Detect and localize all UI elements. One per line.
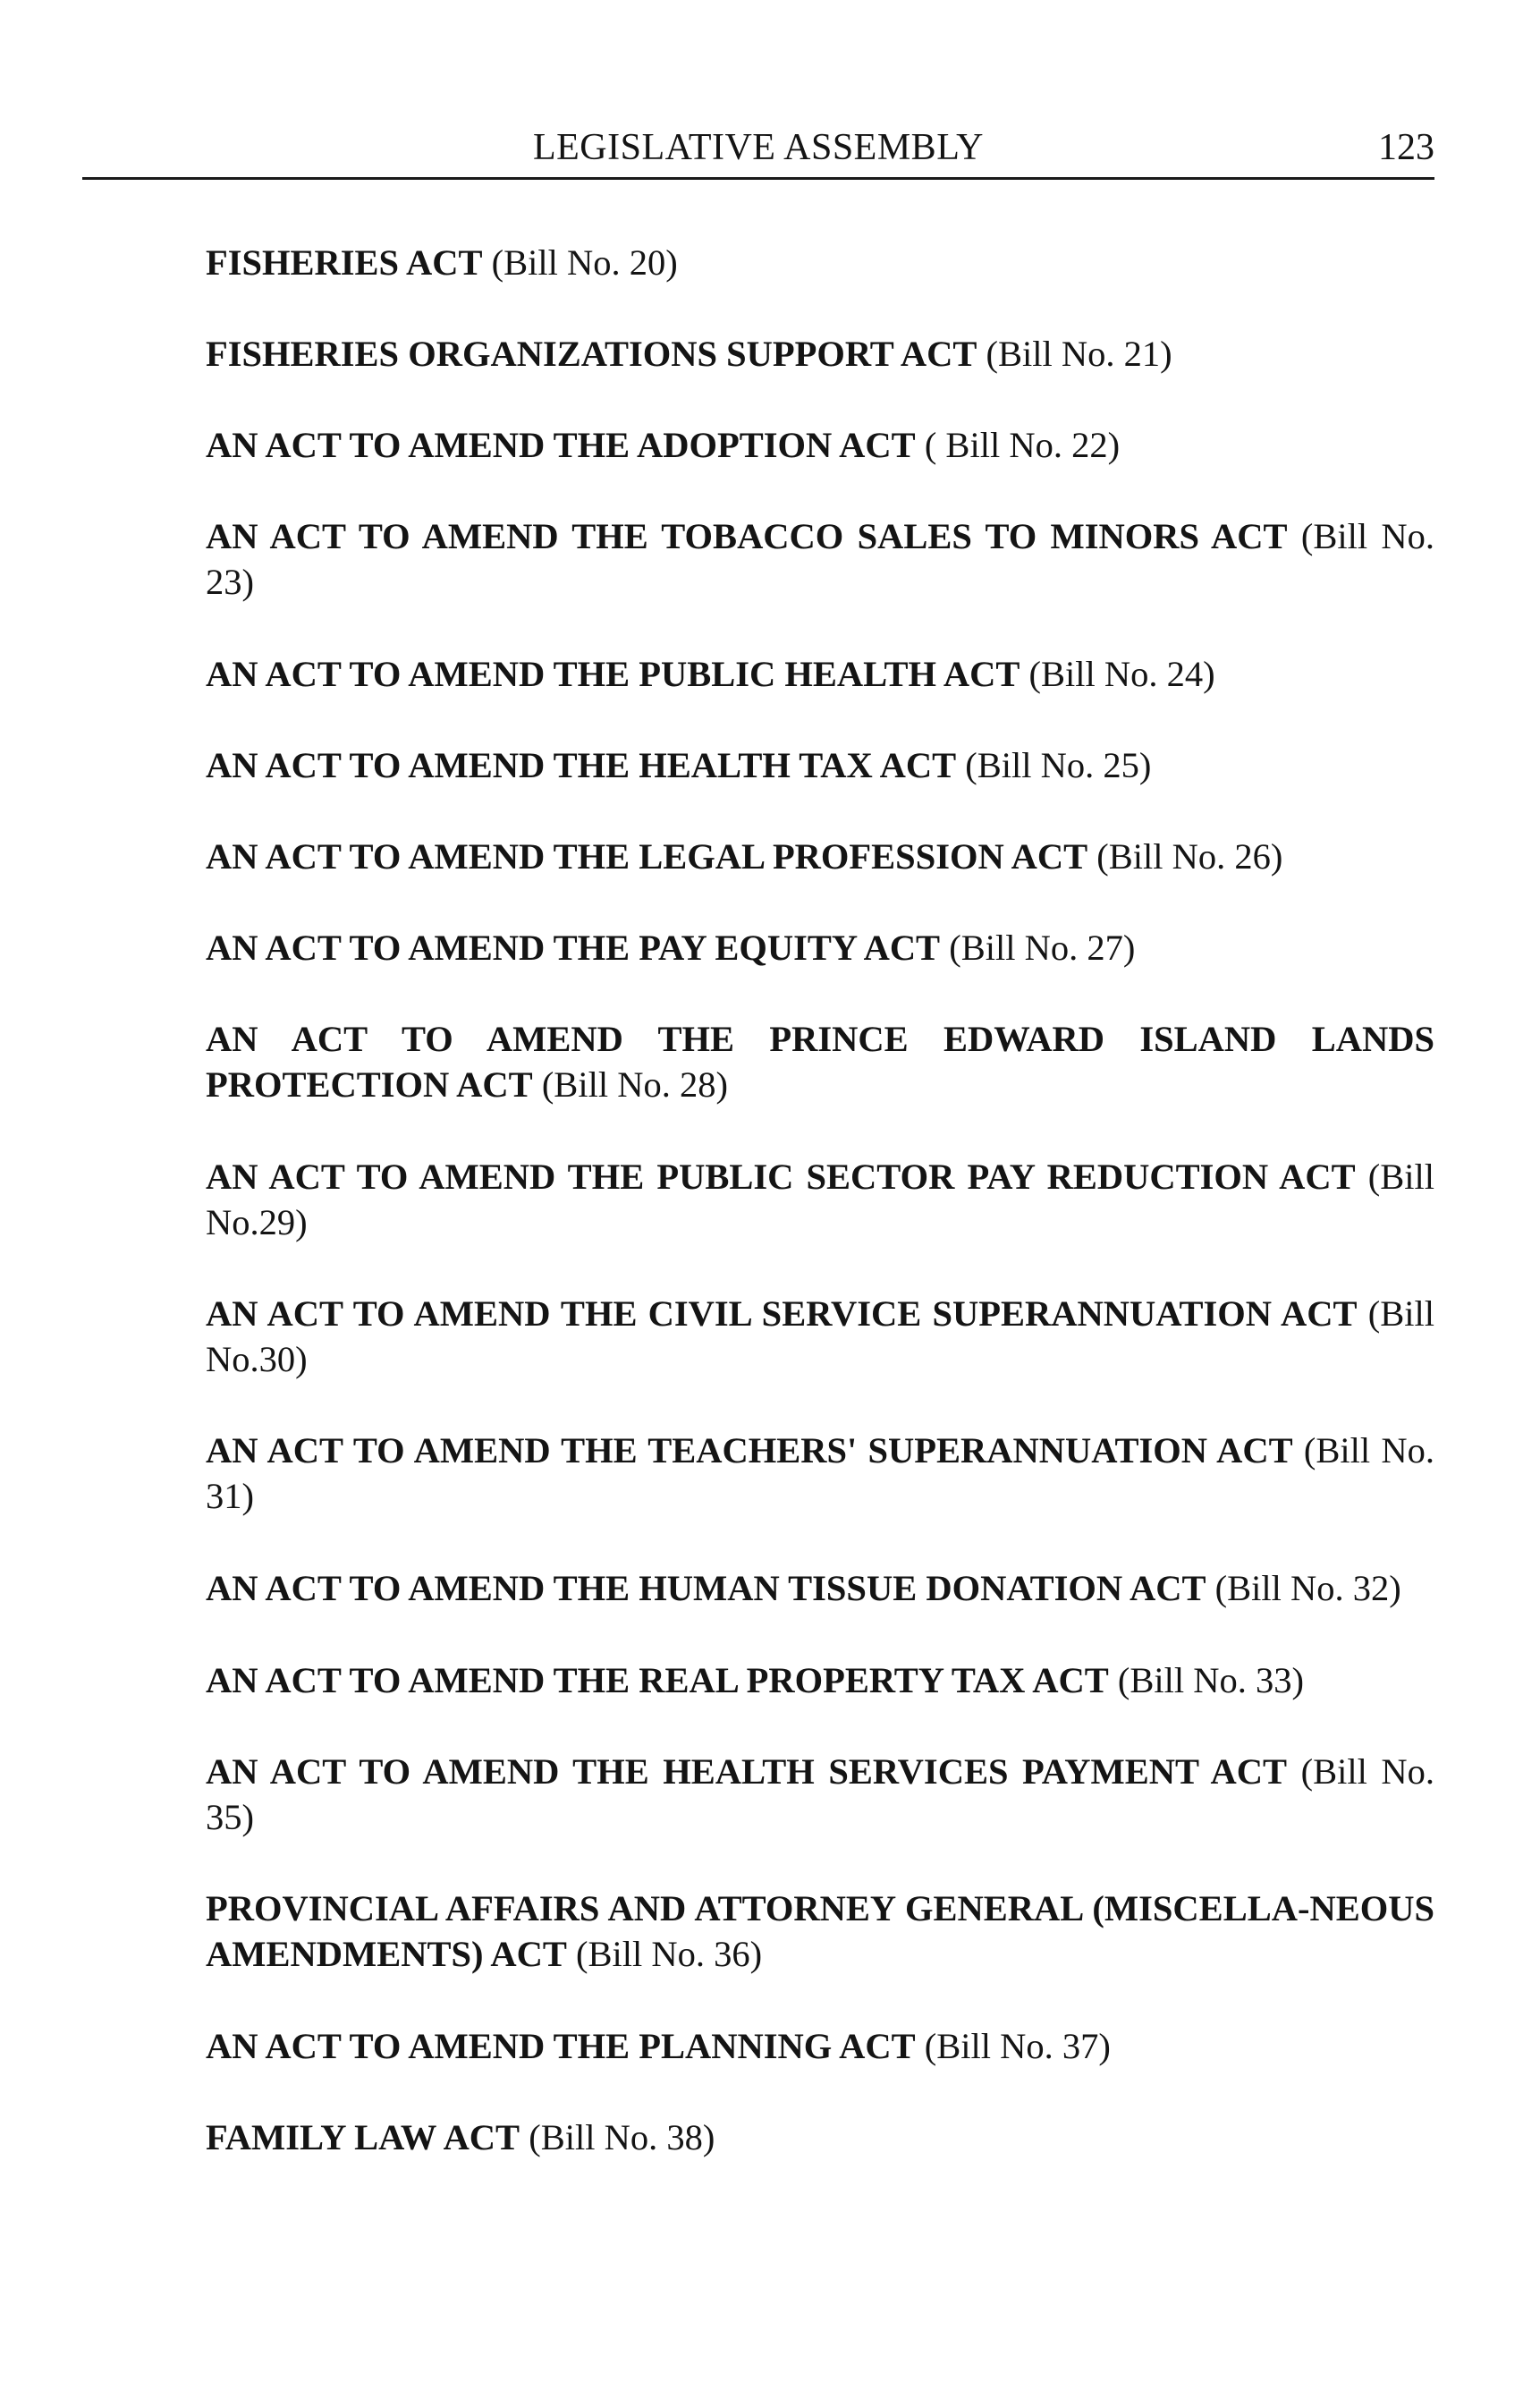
act-title: AN ACT TO AMEND THE HEALTH TAX ACT <box>206 745 957 785</box>
act-title: FISHERIES ORGANIZATIONS SUPPORT ACT <box>206 334 977 374</box>
act-title: AN ACT TO AMEND THE PLANNING ACT <box>206 2026 916 2066</box>
act-title: AN ACT TO AMEND THE HEALTH SERVICES PAYMENT ACT <box>206 1751 1288 1792</box>
bill-number: (Bill No.29) <box>206 1157 1434 1242</box>
page-header <box>82 123 1434 180</box>
bill-number: (Bill No. 38) <box>529 2117 715 2157</box>
bill-entry <box>206 422 1434 468</box>
bill-list <box>206 240 1434 2160</box>
act-title: FISHERIES ACT <box>206 242 483 283</box>
bill-entry <box>206 1886 1434 1977</box>
bill-entry <box>206 1749 1434 1840</box>
bill-entry <box>206 2115 1434 2160</box>
act-title: AN ACT TO AMEND THE ADOPTION ACT <box>206 425 916 465</box>
bill-entry <box>206 331 1434 377</box>
bill-number: (Bill No. 23) <box>206 516 1434 602</box>
bill-number: (Bill No. 21) <box>986 334 1172 374</box>
bill-number: (Bill No. 36) <box>576 1934 763 1974</box>
bill-number: (Bill No. 20) <box>491 242 678 283</box>
bill-entry <box>206 1657 1434 1703</box>
bill-entry <box>206 1565 1434 1611</box>
bill-entry <box>206 240 1434 285</box>
act-title: AN ACT TO AMEND THE PUBLIC HEALTH ACT <box>206 654 1020 694</box>
bill-entry <box>206 513 1434 605</box>
bill-number: (Bill No. 25) <box>965 745 1152 785</box>
bill-number: (Bill No.30) <box>206 1293 1435 1379</box>
act-title: AN ACT TO AMEND THE PRINCE EDWARD ISLAND LANDS PROTECTION ACT <box>206 1019 1434 1105</box>
bill-number: (Bill No. 35) <box>206 1751 1435 1837</box>
bill-number: ( Bill No. 22) <box>924 425 1121 465</box>
running-title: LEGISLATIVE ASSEMBLY <box>533 127 984 168</box>
act-title: AN ACT TO AMEND THE CIVIL SERVICE SUPERANNUATION ACT <box>206 1293 1358 1334</box>
act-title: AN ACT TO AMEND THE PAY EQUITY ACT <box>206 928 941 968</box>
bill-entry <box>206 834 1434 879</box>
act-title: PROVINCIAL AFFAIRS AND ATTORNEY GENERAL (MISCELLA-NEOUS AMENDMENTS) ACT <box>206 1888 1434 1974</box>
act-title: FAMILY LAW ACT <box>206 2117 520 2157</box>
act-title: AN ACT TO AMEND THE REAL PROPERTY TAX ACT <box>206 1660 1109 1700</box>
bill-entry <box>206 925 1434 970</box>
bill-entry <box>206 742 1434 788</box>
act-title: AN ACT TO AMEND THE PUBLIC SECTOR PAY REDUCTION ACT <box>206 1157 1356 1197</box>
bill-entry <box>206 651 1434 697</box>
bill-number: (Bill No. 32) <box>1214 1568 1401 1608</box>
bill-entry <box>206 1428 1434 1519</box>
bill-number: (Bill No. 28) <box>541 1064 728 1105</box>
act-title: AN ACT TO AMEND THE TEACHERS' SUPERANNUATION ACT <box>206 1430 1293 1470</box>
bill-number: (Bill No. 26) <box>1096 836 1283 877</box>
act-title: AN ACT TO AMEND THE LEGAL PROFESSION ACT <box>206 836 1088 877</box>
bill-number: (Bill No. 27) <box>949 928 1136 968</box>
bill-number: (Bill No. 37) <box>924 2026 1111 2066</box>
bill-number: (Bill No. 31) <box>206 1430 1434 1516</box>
bill-entry <box>206 2023 1434 2069</box>
bill-entry <box>206 1291 1434 1382</box>
bill-entry <box>206 1154 1434 1245</box>
bill-entry <box>206 1016 1434 1107</box>
page-number: 123 <box>1378 127 1434 168</box>
bill-number: (Bill No. 24) <box>1028 654 1215 694</box>
act-title: AN ACT TO AMEND THE TOBACCO SALES TO MINORS ACT <box>206 516 1288 556</box>
bill-number: (Bill No. 33) <box>1117 1660 1305 1700</box>
act-title: AN ACT TO AMEND THE HUMAN TISSUE DONATION ACT <box>206 1568 1206 1608</box>
